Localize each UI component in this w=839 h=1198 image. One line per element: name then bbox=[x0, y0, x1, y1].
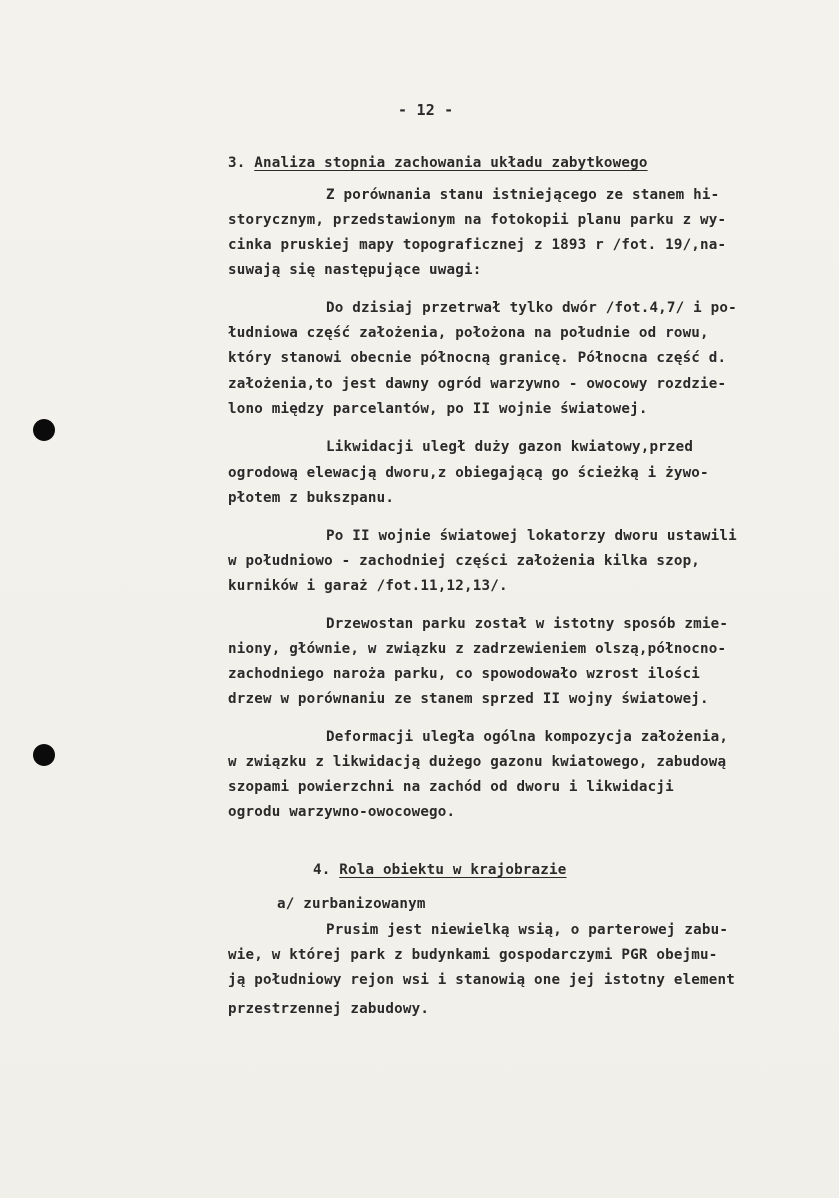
text-line: drzew w porównaniu ze stanem sprzed II wojny światowej. bbox=[228, 691, 709, 707]
text-line: przestrzennej zabudowy. bbox=[228, 1001, 430, 1017]
text-line: płotem z bukszpanu. bbox=[228, 490, 395, 506]
text-line: łudniowa część założenia, położona na południe od rowu, bbox=[228, 325, 709, 341]
text-line: suwają się następujące uwagi: bbox=[228, 262, 482, 278]
section-3-number: 3. bbox=[228, 155, 246, 171]
page-number: - 12 - bbox=[398, 101, 454, 119]
subheading: a/ zurbanizowanym bbox=[277, 896, 426, 912]
text-line: Drzewostan parku został w istotny sposób zmie- bbox=[326, 616, 729, 632]
text-line: zachodniego naroża parku, co spowodowało wzrost ilości bbox=[228, 666, 701, 682]
text-line: niony, głównie, w związku z zadrzewieniem olszą,północno- bbox=[228, 641, 727, 657]
text-line: ją południowy rejon wsi i stanowią one jej istotny element bbox=[228, 972, 736, 988]
text-line: założenia,to jest dawny ogród warzywno - owocowy rozdzie- bbox=[228, 376, 727, 392]
text-line: Likwidacji uległ duży gazon kwiatowy,przed bbox=[326, 439, 694, 455]
text-line: kurników i garaż /fot.11,12,13/. bbox=[228, 578, 508, 594]
section-3-title: Analiza stopnia zachowania układu zabytkowego bbox=[254, 155, 648, 171]
section-4-title: Rola obiektu w krajobrazie bbox=[339, 862, 567, 878]
punch-hole bbox=[33, 744, 55, 766]
text-line: Do dzisiaj przetrwał tylko dwór /fot.4,7/ i po- bbox=[326, 300, 737, 316]
text-line: szopami powierzchni na zachód od dworu i likwidacji bbox=[228, 779, 674, 795]
text-line: ogrodu warzywno-owocowego. bbox=[228, 804, 456, 820]
section-4-number: 4. bbox=[313, 862, 331, 878]
punch-hole bbox=[33, 419, 55, 441]
text-line: storycznym, przedstawionym na fotokopii planu parku z wy- bbox=[228, 212, 727, 228]
text-line: cinka pruskiej mapy topograficznej z 1893 r /fot. 19/,na- bbox=[228, 237, 727, 253]
text-line: ogrodową elewacją dworu,z obiegającą go ścieżką i żywo- bbox=[228, 465, 709, 481]
section-4-heading bbox=[313, 862, 567, 878]
text-line: w związku z likwidacją dużego gazonu kwiatowego, zabudową bbox=[228, 754, 727, 770]
text-line: który stanowi obecnie północną granicę. Północna część d. bbox=[228, 350, 727, 366]
text-line: Z porównania stanu istniejącego ze stanem hi- bbox=[326, 187, 720, 203]
text-line: w południowo - zachodniej części założenia kilka szop, bbox=[228, 553, 701, 569]
text-line: Deformacji uległa ogólna kompozycja założenia, bbox=[326, 729, 729, 745]
text-line: lono między parcelantów, po II wojnie światowej. bbox=[228, 401, 648, 417]
text-line: wie, w której park z budynkami gospodarczymi PGR obejmu- bbox=[228, 947, 718, 963]
text-line: Po II wojnie światowej lokatorzy dworu ustawili bbox=[326, 528, 737, 544]
text-line: Prusim jest niewielką wsią, o parterowej zabu- bbox=[326, 922, 729, 938]
section-3-heading bbox=[228, 155, 648, 171]
